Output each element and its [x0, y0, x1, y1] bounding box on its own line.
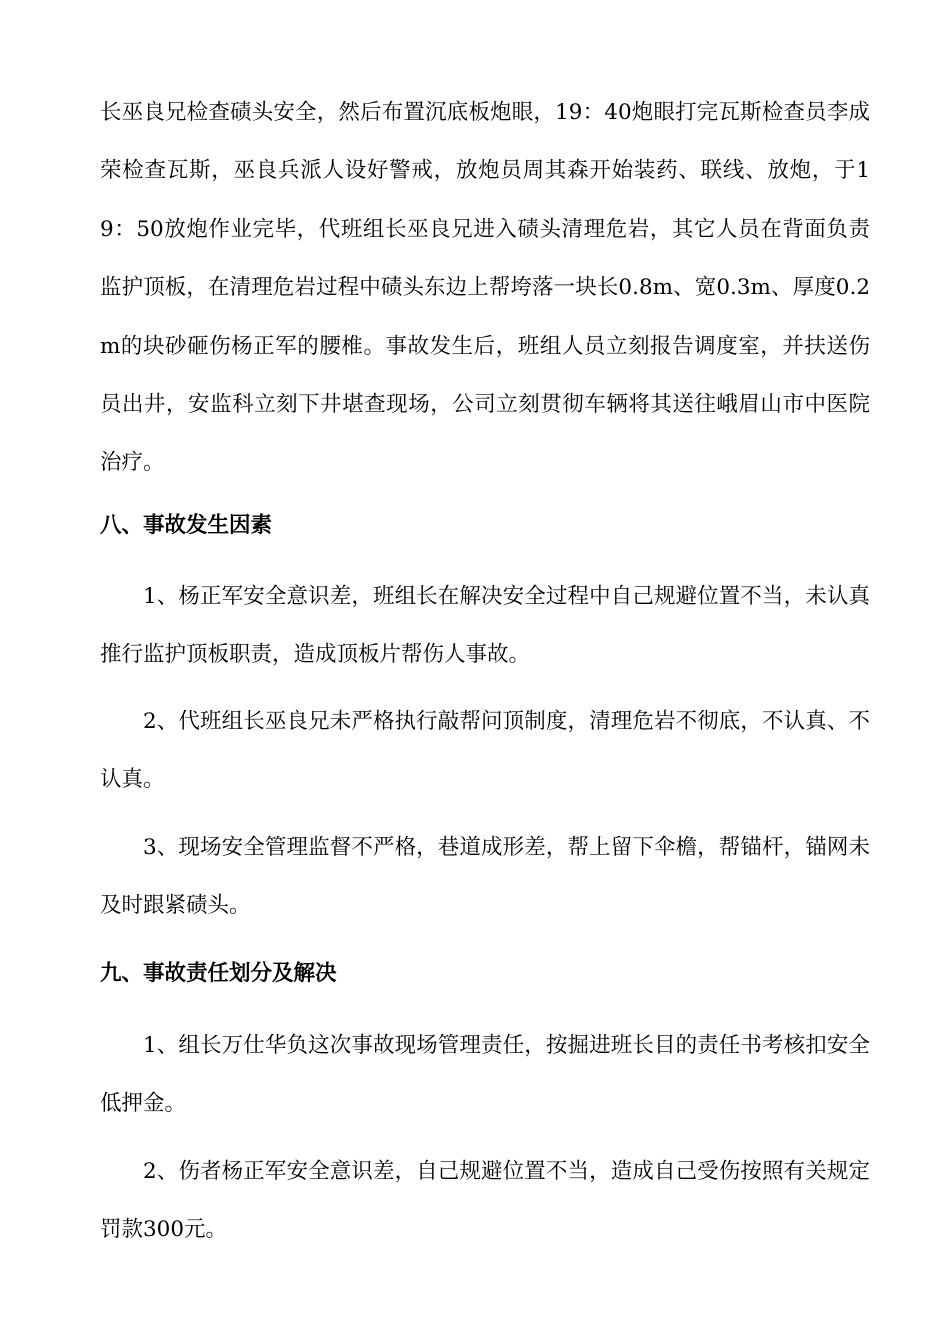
section-heading-responsibility: 九、事故责任划分及解决: [100, 961, 337, 986]
section-heading-causes: 八、事故发生因素: [100, 513, 273, 538]
cause-item-1: 1、杨正军安全意识差，班组长在解决安全过程中自己规避位置不当，未认真推行监护顶板职责，造成顶板片帮伤人事故。: [100, 584, 870, 668]
accident-narrative-paragraph: 长巫良兄检查碛头安全，然后布置沉底板炮眼，19：40炮眼打完瓦斯检查员李成荣检查瓦斯，巫良兵派人设好警戒，放炮员周其森开始装药、联线、放炮，于19：50放炮作业完毕，代班组长巫良兄进入碛头清理危岩，其它人员在背面负责监护顶板，在清理危岩过程中碛头东边上帮垮落一块长0.8m、宽0.3m、厚度0.2m的块砂砸伤杨正军的腰椎。事故发生后，班组人员立刻报告调度室，并扶送伤员出井，安监科立刻下井堪查现场，公司立刻贯彻车辆将其送往峨眉山市中医院治疗。: [100, 100, 870, 476]
cause-item-3: 3、现场安全管理监督不严格，巷道成形差，帮上留下伞檐，帮锚杆，锚网未及时跟紧碛头。: [100, 835, 870, 919]
cause-item-2: 2、代班组长巫良兄未严格执行敲帮问顶制度，清理危岩不彻底，不认真、不认真。: [100, 709, 870, 793]
responsibility-item-1: 1、组长万仕华负这次事故现场管理责任，按掘进班长目的责任书考核扣安全低押金。: [100, 1033, 870, 1117]
responsibility-item-2: 2、伤者杨正军安全意识差，自己规避位置不当，造成自己受伤按照有关规定罚款300元。: [100, 1159, 870, 1243]
